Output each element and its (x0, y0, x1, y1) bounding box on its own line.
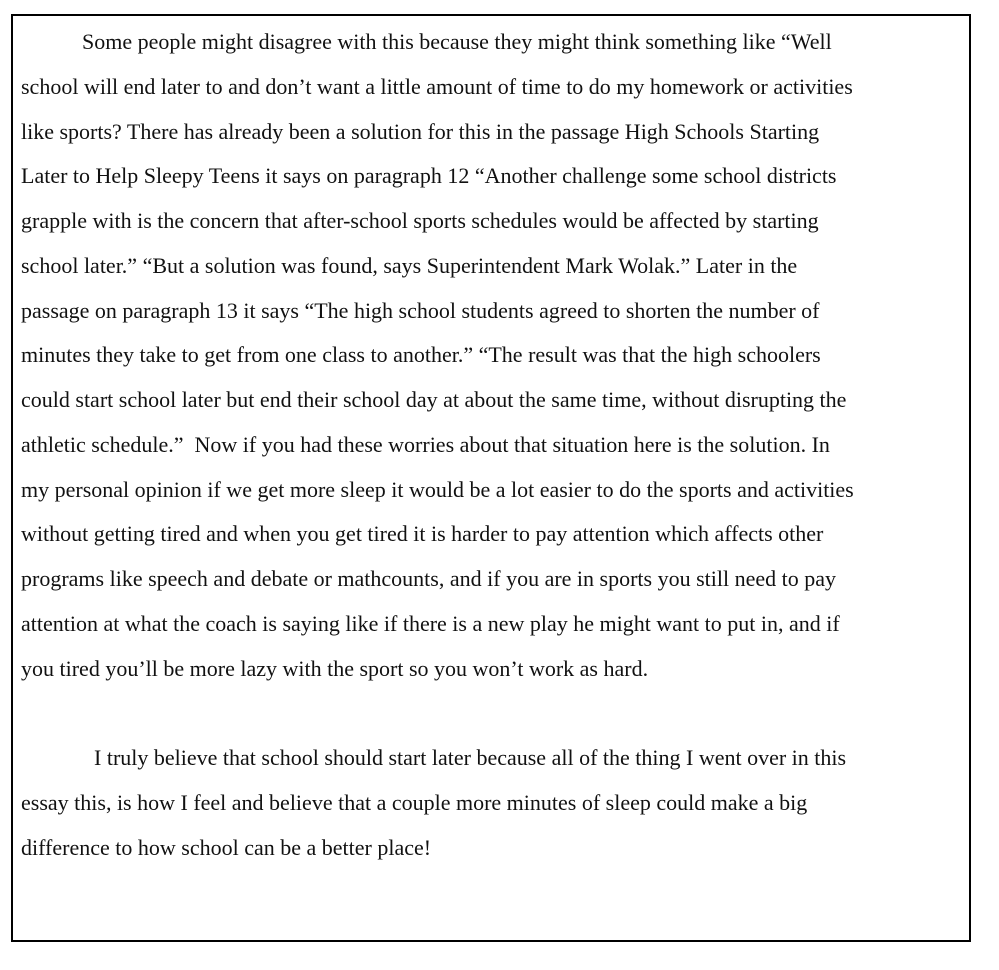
essay-line: Later to Help Sleepy Teens it says on paragraph 12 “Another challenge some school districts (21, 163, 837, 188)
essay-line: grapple with is the concern that after-school sports schedules would be affected by starting (21, 208, 819, 233)
essay-line: school later.” “But a solution was found, says Superintendent Mark Wolak.” Later in the (21, 253, 798, 278)
essay-line: like sports? There has already been a solution for this in the passage High Schools Starting (21, 119, 820, 144)
essay-line: attention at what the coach is saying like if there is a new play he might want to put in, and if (21, 611, 840, 636)
essay-line: essay this, is how I feel and believe that a couple more minutes of sleep could make a big (21, 790, 808, 815)
essay-line: my personal opinion if we get more sleep it would be a lot easier to do the sports and activities (21, 477, 854, 502)
essay-line: could start school later but end their school day at about the same time, without disrupting the (21, 387, 847, 412)
essay-line: Some people might disagree with this because they might think something like “Well (82, 29, 832, 54)
essay-line: difference to how school can be a better place! (21, 835, 432, 860)
essay-line: athletic schedule.” Now if you had these worries about that situation here is the solution. In (21, 432, 830, 457)
essay-line: you tired you’ll be more lazy with the sport so you won’t work as hard. (21, 656, 649, 681)
essay-line: I truly believe that school should start later because all of the thing I went over in this (94, 745, 847, 770)
essay-line: programs like speech and debate or mathcounts, and if you are in sports you still need to pay (21, 566, 837, 591)
essay-line: without getting tired and when you get tired it is harder to pay attention which affects other (21, 521, 824, 546)
essay-line: passage on paragraph 13 it says “The high school students agreed to shorten the number of (21, 298, 820, 323)
essay-line: school will end later to and don’t want a little amount of time to do my homework or activities (21, 74, 853, 99)
essay-line: minutes they take to get from one class to another.” “The result was that the high schoolers (21, 342, 821, 367)
